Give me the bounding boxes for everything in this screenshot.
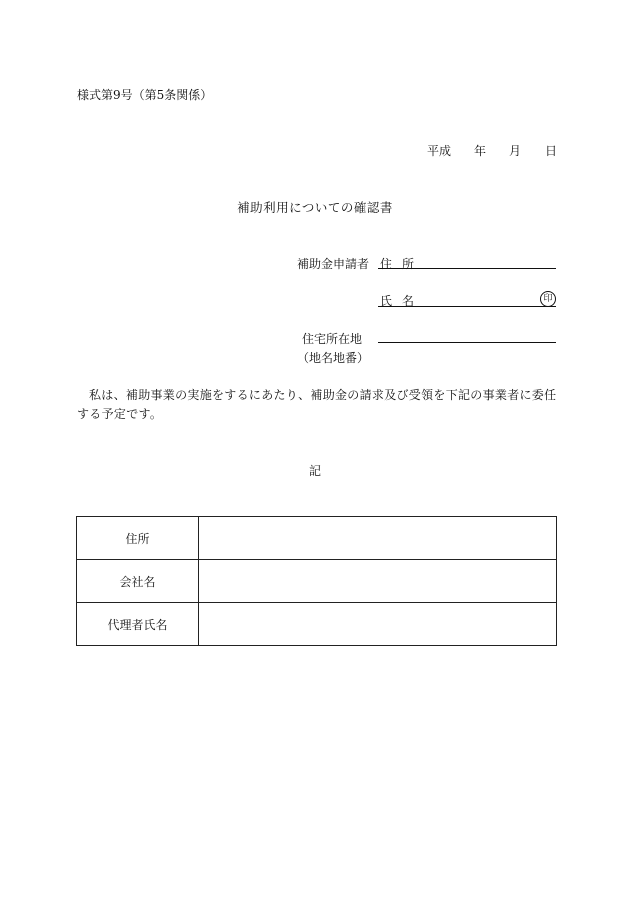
- table-label-address: 住所: [77, 517, 199, 560]
- agent-table: [76, 516, 557, 646]
- date-month-label: 月: [509, 144, 522, 158]
- applicant-address-label: 住所: [380, 257, 425, 271]
- date-year-label: 年: [474, 144, 487, 158]
- table-row: [77, 603, 557, 646]
- table-value-company[interactable]: [199, 560, 557, 603]
- residence-sub-label: （地名地番）: [297, 351, 370, 365]
- declaration-text: 私は、補助事業の実施をするにあたり、補助金の請求及び受領を下記の事業者に委任する予定です。: [77, 388, 557, 421]
- residence-label: 住宅所在地: [302, 332, 363, 346]
- applicant-name-field[interactable]: [378, 306, 556, 307]
- residence-field[interactable]: [378, 342, 556, 343]
- seal-mark: 印: [540, 291, 556, 307]
- table-label-agent-name: 代理者氏名: [77, 603, 199, 646]
- table-value-address[interactable]: [199, 517, 557, 560]
- date-day-label: 日: [545, 144, 558, 158]
- date-era: 平成: [427, 144, 452, 158]
- table-row: [77, 560, 557, 603]
- table-label-company: 会社名: [77, 560, 199, 603]
- table-value-agent-name[interactable]: [199, 603, 557, 646]
- ki-heading: 記: [308, 464, 321, 478]
- form-number: 様式第9号（第5条関係）: [77, 88, 213, 102]
- applicant-address-field[interactable]: [378, 268, 556, 269]
- table-row: [77, 517, 557, 560]
- applicant-name-label: 氏名: [380, 294, 425, 308]
- applicant-label: 補助金申請者: [297, 257, 370, 271]
- document-title: 補助利用についての確認書: [237, 200, 393, 215]
